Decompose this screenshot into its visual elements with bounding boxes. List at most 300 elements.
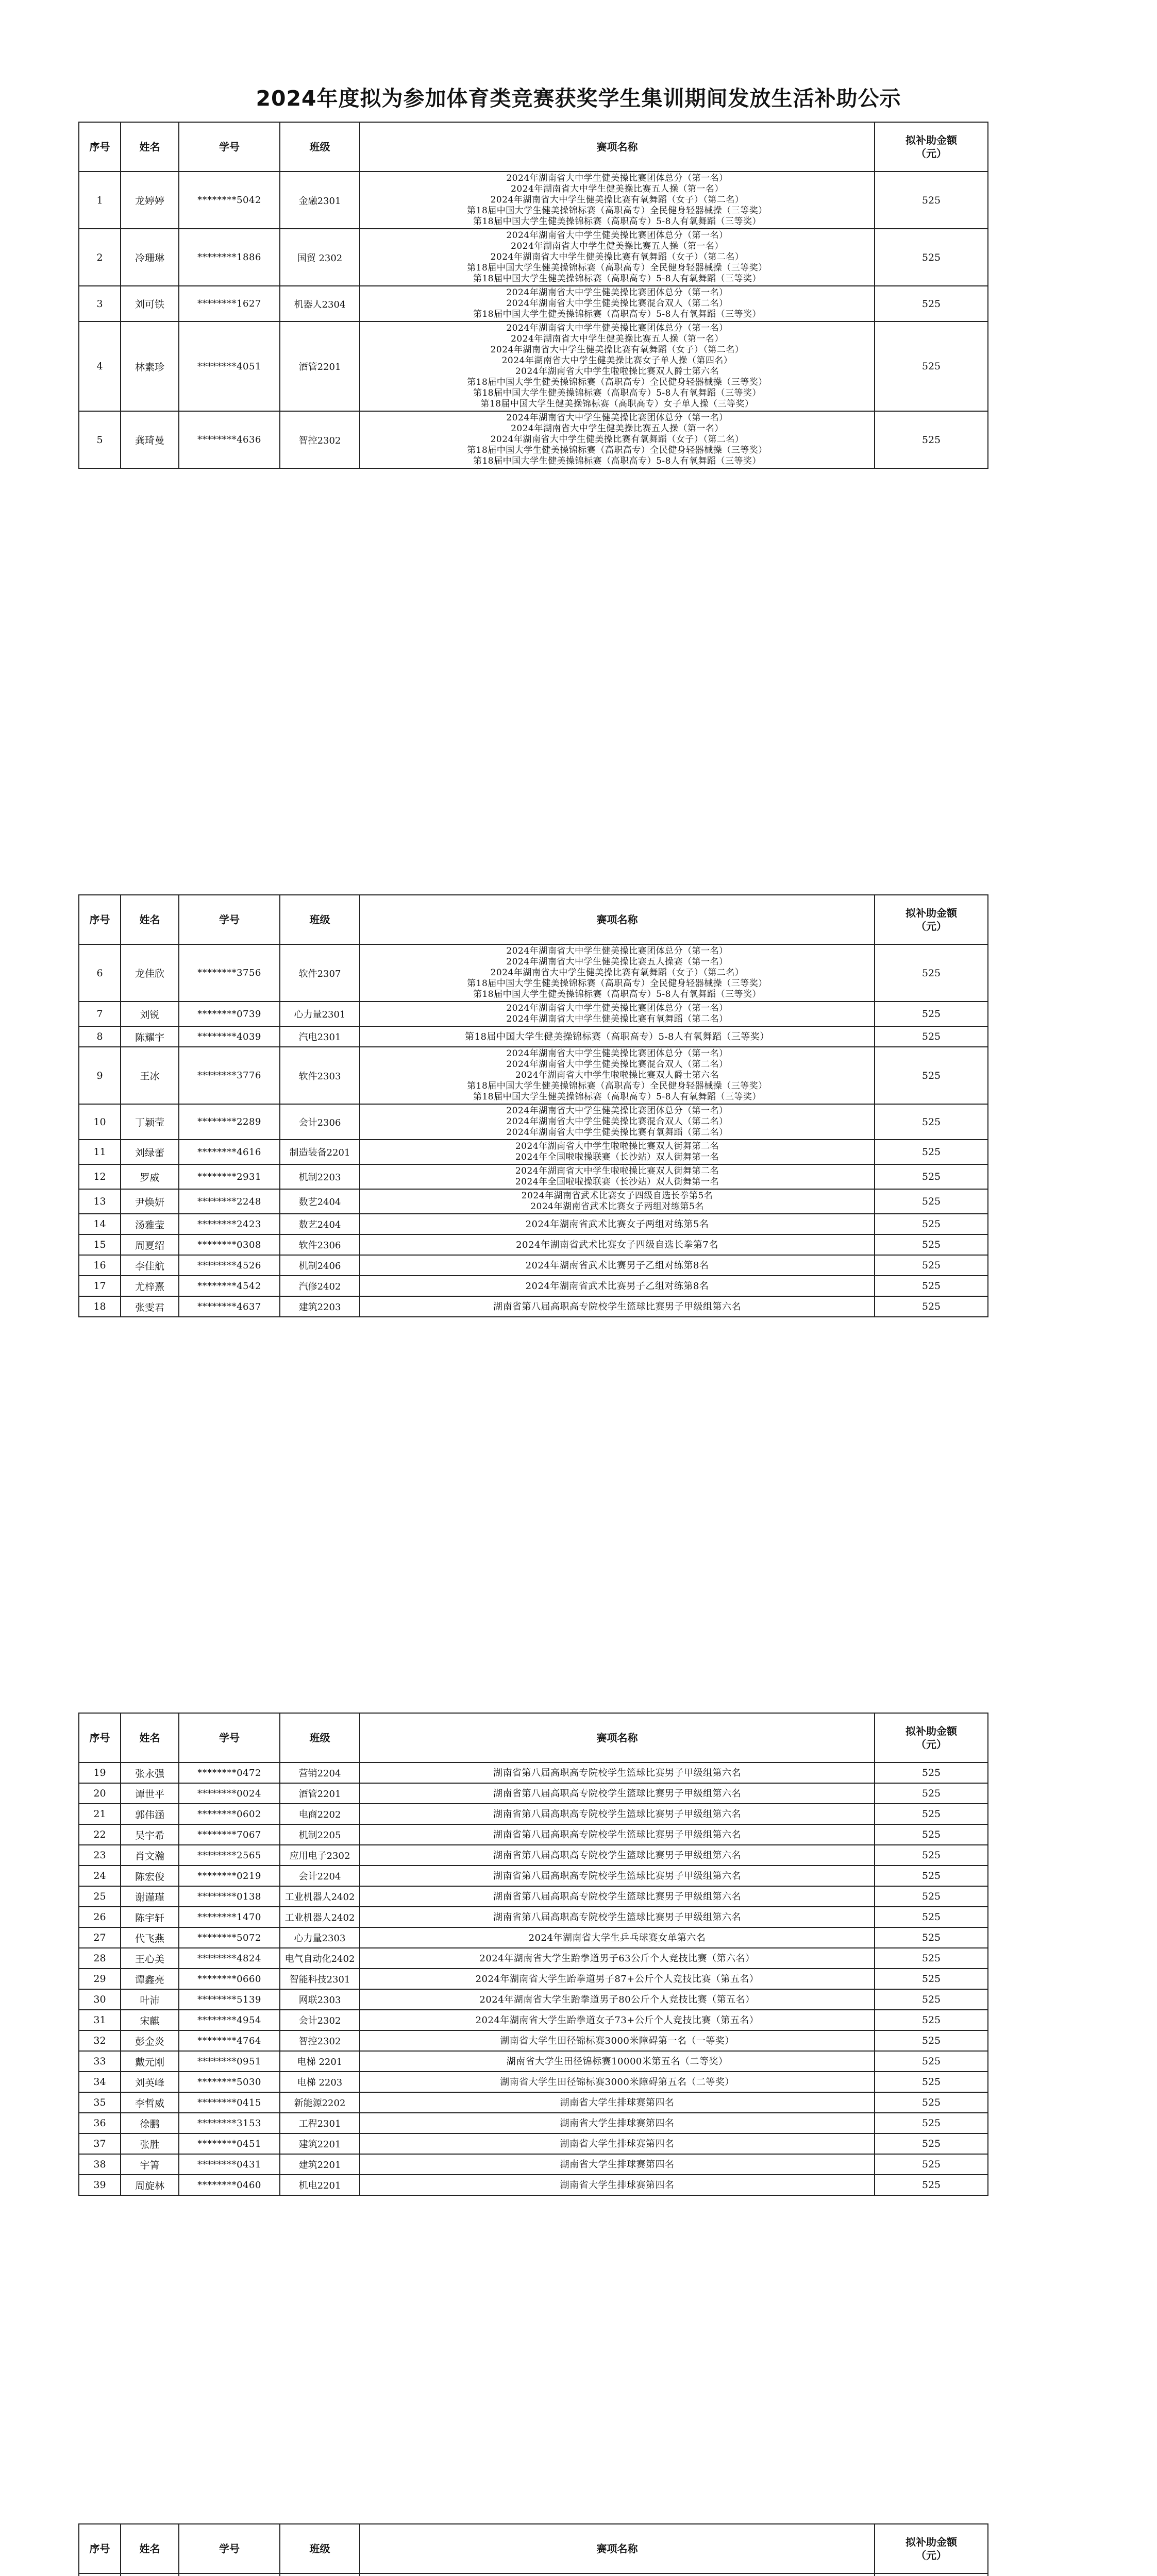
amount: 525 [875,2092,988,2113]
class-name: 会计2302 [280,2010,360,2030]
row-no: 28 [79,1948,121,1969]
table-row [79,172,988,229]
row-no: 31 [79,2010,121,2030]
class-name: 电梯 2203 [280,2072,360,2092]
student-name: 周旋林 [121,2175,179,2195]
header-class: 班级 [280,895,360,944]
student-name: 王心美 [121,1948,179,1969]
event-line: 湖南省第八届高职高专院校学生篮球比赛男子甲级组第六名 [493,1829,741,1840]
amount: 525 [875,1104,988,1140]
student-name: 吴宇希 [121,1824,179,1845]
row-no: 12 [79,1164,121,1189]
table-row [79,1886,988,1907]
class-name: 汽电2301 [280,1026,360,1047]
student-id: ********0219 [179,1866,280,1886]
class-name: 智控2302 [280,411,360,468]
student-id: ********2289 [179,1104,280,1140]
row-no: 22 [79,1824,121,1845]
event-list [360,2051,875,2072]
student-id: ********4824 [179,1948,280,1969]
event-line: 湖南省第八届高职高专院校学生篮球比赛男子甲级组第六名 [493,1808,741,1820]
event-line: 第18届中国大学生健美操锦标赛（高职高专）5-8人有氧舞蹈（三等奖） [473,309,761,319]
student-name: 郭伟涵 [121,1804,179,1824]
table-row [79,2175,988,2195]
amount: 525 [875,1276,988,1296]
amount: 525 [875,2010,988,2030]
event-list [360,1140,875,1164]
amount [875,2573,988,2576]
event-list [360,1845,875,1866]
class-name [280,2573,360,2576]
event-line: 湖南省第八届高职高专院校学生篮球比赛男子甲级组第六名 [493,1850,741,1861]
event-line: 第18届中国大学生健美操锦标赛（高职高专）全民健身轻器械操（三等奖） [467,445,767,455]
class-name: 电商2202 [280,1804,360,1824]
event-line: 湖南省第八届高职高专院校学生篮球比赛男子甲级组第六名 [493,1911,741,1923]
amount: 525 [875,944,988,1002]
event-line: 第18届中国大学生健美操锦标赛（高职高专）全民健身轻器械操（三等奖） [467,263,767,273]
header-name: 姓名 [121,122,179,172]
student-name: 李佳航 [121,1255,179,1276]
event-list [360,2175,875,2195]
student-name: 刘绿蕾 [121,1140,179,1164]
student-id [179,2573,280,2576]
event-list [360,229,875,286]
event-line: 2024年全国啦啦操联赛（长沙站）双人街舞第一名 [515,1177,719,1187]
event-list [360,1296,875,1317]
table-row [79,2030,988,2051]
student-name: 丁颖莹 [121,1104,179,1140]
event-line: 2024年湖南省大中学生啦啦操比赛双人爵士第六名 [515,366,719,377]
student-id: ********0739 [179,1002,280,1026]
student-id: ********4637 [179,1296,280,1317]
table-row [79,1140,988,1164]
class-name: 工业机器人2402 [280,1886,360,1907]
table-row [79,286,988,321]
row-no: 2 [79,229,121,286]
event-list [360,1047,875,1104]
event-line: 2024年湖南省大中学生健美操比赛有氧舞蹈（女子）（第二名） [490,434,744,445]
event-list [360,2113,875,2133]
event-line: 湖南省第八届高职高专院校学生篮球比赛男子甲级组第六名 [493,1788,741,1799]
row-no: 33 [79,2051,121,2072]
class-name: 国贸 2302 [280,229,360,286]
table-row [79,1907,988,1927]
student-name: 汤雅莹 [121,1214,179,1234]
page-title: 2024年度拟为参加体育类竞赛获奖学生集训期间发放生活补助公示 [256,86,901,111]
student-id: ********4954 [179,2010,280,2030]
table-row [79,1255,988,1276]
table-row [79,1866,988,1886]
student-id: ********3756 [179,944,280,1002]
row-no: 29 [79,1969,121,1989]
amount: 525 [875,229,988,286]
student-id: ********0660 [179,1969,280,1989]
event-line: 2024年湖南省大中学生健美操比赛团体总分（第一名） [506,230,728,241]
event-line: 2024年湖南省大学生跆拳道女子73+公斤个人竞技比赛（第五名） [475,2014,759,2026]
header-event: 赛项名称 [360,122,875,172]
class-name: 心力量2301 [280,1002,360,1026]
amount: 525 [875,1907,988,1927]
event-line: 湖南省大学生排球赛第四名 [560,2117,675,2129]
row-no: 14 [79,1214,121,1234]
event-line: 2024年湖南省大中学生健美操比赛五人操（第一名） [511,423,724,434]
event-list [360,1104,875,1140]
student-id: ********0415 [179,2092,280,2113]
class-name: 机电2201 [280,2175,360,2195]
amount: 525 [875,2154,988,2175]
class-name: 工业机器人2402 [280,1907,360,1927]
header-row [79,1713,988,1762]
amount: 525 [875,1824,988,1845]
amount: 525 [875,1886,988,1907]
amount: 525 [875,2030,988,2051]
table-row [79,1845,988,1866]
amount: 525 [875,172,988,229]
event-line: 2024年湖南省大中学生健美操比赛有氧舞蹈（女子）（第二名） [490,345,744,355]
event-line: 第18届中国大学生健美操锦标赛（高职高专）5-8人有氧舞蹈（三等奖） [473,216,761,227]
amount: 525 [875,1969,988,1989]
class-name: 酒管2201 [280,1783,360,1804]
class-name: 工程2301 [280,2113,360,2133]
amount: 525 [875,1234,988,1255]
event-line: 2024年湖南省大中学生健美操比赛五人操（第一名） [511,241,724,251]
student-name: 戴元刚 [121,2051,179,2072]
amount: 525 [875,2133,988,2154]
class-name: 心力量2303 [280,1927,360,1948]
table-row [79,1164,988,1189]
table-row [79,1047,988,1104]
row-no: 13 [79,1189,121,1214]
class-name: 机制2203 [280,1164,360,1189]
student-id: ********0431 [179,2154,280,2175]
event-list [360,1234,875,1255]
table-row [79,1189,988,1214]
row-no: 38 [79,2154,121,2175]
row-no: 3 [79,286,121,321]
event-list [360,1255,875,1276]
event-list [360,2030,875,2051]
event-list [360,1214,875,1234]
header-student-id: 学号 [179,122,280,172]
table-row [79,321,988,411]
row-no: 30 [79,1989,121,2010]
event-list [360,2072,875,2092]
student-name: 彭金炎 [121,2030,179,2051]
amount: 525 [875,1762,988,1783]
event-line: 2024年湖南省大中学生啦啦操比赛双人爵士第六名 [515,1070,719,1080]
row-no: 10 [79,1104,121,1140]
row-no: 24 [79,1866,121,1886]
event-line: 2024年湖南省大中学生健美操比赛有氧舞蹈（女子）（第二名） [490,252,744,262]
class-name: 软件2303 [280,1047,360,1104]
event-list [360,286,875,321]
table-row [79,229,988,286]
table-row [79,411,988,468]
student-id: ********4542 [179,1276,280,1296]
header-name: 姓名 [121,2524,179,2573]
event-list [360,321,875,411]
student-name: 冷珊琳 [121,229,179,286]
row-no: 36 [79,2113,121,2133]
event-line: 第18届中国大学生健美操锦标赛（高职高专）女子单人操（三等奖） [480,399,754,409]
event-line: 2024年湖南省武术比赛女子两组对练第5名 [530,1201,704,1212]
student-name: 陈宇轩 [121,1907,179,1927]
event-list [360,1824,875,1845]
class-name: 制造装备2201 [280,1140,360,1164]
event-line: 湖南省大学生排球赛第四名 [560,2138,675,2149]
amount: 525 [875,1140,988,1164]
event-line: 2024年湖南省大中学生健美操比赛五人操（第一名） [511,184,724,194]
subsidy-table-part-2 [78,894,988,1317]
event-line: 2024年湖南省大中学生健美操比赛混合双人（第二名） [506,298,728,309]
row-no: 23 [79,1845,121,1866]
student-name: 周夏绍 [121,1234,179,1255]
amount: 525 [875,1989,988,2010]
student-id: ********2565 [179,1845,280,1866]
table-row [79,1026,988,1047]
student-name: 龙婷婷 [121,172,179,229]
table-row [79,2113,988,2133]
student-id: ********0460 [179,2175,280,2195]
event-list [360,1866,875,1886]
header-student-id: 学号 [179,1713,280,1762]
class-name: 数艺2404 [280,1189,360,1214]
student-name: 宇箐 [121,2154,179,2175]
event-line: 2024年湖南省大中学生健美操比赛团体总分（第一名） [506,1003,728,1013]
header-student-id: 学号 [179,895,280,944]
student-name: 徐鹏 [121,2113,179,2133]
event-line: 2024年湖南省大中学生健美操比赛有氧舞蹈（第二名） [506,1014,728,1024]
event-list [360,1886,875,1907]
event-line: 2024年湖南省大中学生健美操比赛团体总分（第一名） [506,413,728,423]
amount: 525 [875,1189,988,1214]
event-line: 2024年湖南省武术比赛女子两组对练第5名 [525,1218,709,1230]
student-id: ********4616 [179,1140,280,1164]
event-list [360,1927,875,1948]
class-name: 会计2306 [280,1104,360,1140]
row-no: 39 [79,2175,121,2195]
amount: 525 [875,286,988,321]
event-list [360,944,875,1002]
event-list [360,1002,875,1026]
event-line: 第18届中国大学生健美操锦标赛（高职高专）5-8人有氧舞蹈（三等奖） [473,388,761,398]
class-name: 智能科技2301 [280,1969,360,1989]
student-id: ********5072 [179,1927,280,1948]
event-line: 2024年湖南省大中学生健美操比赛混合双人（第二名） [506,1059,728,1070]
amount: 525 [875,1804,988,1824]
event-line: 2024年湖南省大学生乒乓球赛女单第六名 [528,1932,706,1943]
class-name: 酒管2201 [280,321,360,411]
amount: 525 [875,1845,988,1866]
header-amount: 拟补助金额（元） [875,122,988,172]
table-row [79,2573,988,2576]
event-line: 第18届中国大学生健美操锦标赛（高职高专）全民健身轻器械操（三等奖） [467,978,767,989]
student-id: ********2248 [179,1189,280,1214]
header-no: 序号 [79,895,121,944]
header-row [79,122,988,172]
event-line: 第18届中国大学生健美操锦标赛（高职高专）5-8人有氧舞蹈（三等奖） [473,456,761,466]
class-name: 金融2301 [280,172,360,229]
amount: 525 [875,1866,988,1886]
student-name: 谢谨瑾 [121,1886,179,1907]
table-row [79,1296,988,1317]
student-name: 代飞燕 [121,1927,179,1948]
row-no: 1 [79,172,121,229]
class-name: 应用电子2302 [280,1845,360,1866]
row-no: 5 [79,411,121,468]
header-name: 姓名 [121,1713,179,1762]
student-name: 宋麒 [121,2010,179,2030]
row-no: 37 [79,2133,121,2154]
header-no: 序号 [79,2524,121,2573]
row-no: 19 [79,1762,121,1783]
row-no [79,2573,121,2576]
student-id: ********4636 [179,411,280,468]
table-row [79,1783,988,1804]
header-event: 赛项名称 [360,895,875,944]
class-name: 建筑2201 [280,2133,360,2154]
table-row [79,2072,988,2092]
table-row [79,1002,988,1026]
header-name: 姓名 [121,895,179,944]
amount: 525 [875,321,988,411]
header-class: 班级 [280,1713,360,1762]
student-id: ********0951 [179,2051,280,2072]
header-amount: 拟补助金额（元） [875,2524,988,2573]
table-row [79,1276,988,1296]
class-name: 数艺2404 [280,1214,360,1234]
table-row [79,1969,988,1989]
row-no: 4 [79,321,121,411]
student-id: ********4039 [179,1026,280,1047]
student-name: 王冰 [121,1047,179,1104]
student-id: ********5030 [179,2072,280,2092]
student-name: 刘锐 [121,1002,179,1026]
event-line: 第18届中国大学生健美操锦标赛（高职高专）全民健身轻器械操（三等奖） [467,1081,767,1091]
student-id: ********1627 [179,286,280,321]
class-name: 电气自动化2402 [280,1948,360,1969]
event-line: 第18届中国大学生健美操锦标赛（高职高专）5-8人有氧舞蹈（三等奖） [473,989,761,999]
class-name: 软件2306 [280,1234,360,1255]
event-line: 2024年湖南省大学生跆拳道男子87+公斤个人竞技比赛（第五名） [475,1973,759,1985]
event-list [360,1969,875,1989]
event-line: 2024年湖南省大中学生健美操比赛团体总分（第一名） [506,946,728,956]
student-id: ********4764 [179,2030,280,2051]
subsidy-table-part-4 [78,2523,988,2576]
table-row [79,2154,988,2175]
row-no: 27 [79,1927,121,1948]
event-line: 湖南省第八届高职高专院校学生篮球比赛男子甲级组第六名 [493,1891,741,1902]
amount: 525 [875,1927,988,1948]
event-line: 2024年湖南省大中学生健美操比赛混合双人（第二名） [506,1116,728,1127]
row-no: 17 [79,1276,121,1296]
student-id: ********3153 [179,2113,280,2133]
student-name [121,2573,179,2576]
event-list [360,1189,875,1214]
event-line: 2024年湖南省武术比赛女子四级自选长拳第5名 [521,1191,713,1201]
header-class: 班级 [280,122,360,172]
row-no: 32 [79,2030,121,2051]
table-row [79,2010,988,2030]
student-name: 龙佳欣 [121,944,179,1002]
event-list [360,2010,875,2030]
row-no: 7 [79,1002,121,1026]
event-line: 2024年湖南省武术比赛女子四级自选长拳第7名 [516,1239,718,1250]
event-list [360,1026,875,1047]
event-line: 2024年湖南省大中学生健美操比赛有氧舞蹈（第二名） [506,1127,728,1138]
event-line: 2024年湖南省大中学生健美操比赛团体总分（第一名） [506,287,728,298]
event-list [360,1762,875,1783]
event-line: 湖南省第八届高职高专院校学生篮球比赛男子甲级组第六名 [493,1870,741,1882]
student-name: 罗威 [121,1164,179,1189]
student-id: ********0308 [179,1234,280,1255]
class-name: 会计2204 [280,1866,360,1886]
row-no: 11 [79,1140,121,1164]
table-row [79,2092,988,2113]
event-line: 湖南省大学生田径锦标赛3000米障碍第五名（二等奖） [500,2076,734,2088]
amount: 525 [875,1296,988,1317]
student-name: 张雯君 [121,1296,179,1317]
student-id: ********4051 [179,321,280,411]
event-line: 湖南省大学生田径锦标赛10000米第五名（二等奖） [506,2056,728,2067]
event-line: 2024年湖南省大学生跆拳道男子63公斤个人竞技比赛（第六名） [479,1953,755,1964]
event-line: 2024年湖南省大中学生啦啦操比赛双人街舞第二名 [515,1166,719,1176]
class-name: 机器人2304 [280,286,360,321]
subsidy-table-part-1 [78,122,988,469]
event-line: 2024年湖南省大中学生健美操比赛五人操（第一名） [511,334,724,344]
student-id: ********0138 [179,1886,280,1907]
event-line: 2024年湖南省大中学生健美操比赛有氧舞蹈（女子）（第二名） [490,968,744,978]
amount: 525 [875,2072,988,2092]
student-name: 张永强 [121,1762,179,1783]
student-name: 肖文瀚 [121,1845,179,1866]
event-line: 湖南省第八届高职高专院校学生篮球比赛男子甲级组第六名 [493,1767,741,1778]
event-line: 第18届中国大学生健美操锦标赛（高职高专）5-8人有氧舞蹈（三等奖） [473,274,761,284]
row-no: 35 [79,2092,121,2113]
amount: 525 [875,411,988,468]
event-list [360,1783,875,1804]
class-name: 建筑2201 [280,2154,360,2175]
header-amount: 拟补助金额（元） [875,895,988,944]
header-row [79,2524,988,2573]
class-name: 新能源2202 [280,2092,360,2113]
student-name: 陈耀宇 [121,1026,179,1047]
row-no: 20 [79,1783,121,1804]
event-line: 湖南省第八届高职高专院校学生篮球比赛男子甲级组第六名 [493,1301,741,1312]
event-list [360,1907,875,1927]
event-line: 2024年湖南省大中学生健美操比赛女子单人操（第四名） [501,355,733,366]
table-row [79,1214,988,1234]
table-row [79,1104,988,1140]
amount: 525 [875,1214,988,1234]
student-name: 龚琦曼 [121,411,179,468]
student-name: 叶沛 [121,1989,179,2010]
amount: 525 [875,1002,988,1026]
class-name: 机制2205 [280,1824,360,1845]
event-list [360,411,875,468]
table-row [79,1804,988,1824]
student-id: ********2423 [179,1214,280,1234]
row-no: 26 [79,1907,121,1927]
student-name: 尤梓熹 [121,1276,179,1296]
event-line: 2024年湖南省大中学生健美操比赛团体总分（第一名） [506,173,728,183]
table-row [79,1762,988,1783]
amount: 525 [875,1164,988,1189]
amount: 525 [875,2113,988,2133]
row-no: 25 [79,1886,121,1907]
student-id: ********3776 [179,1047,280,1104]
event-list [360,2154,875,2175]
